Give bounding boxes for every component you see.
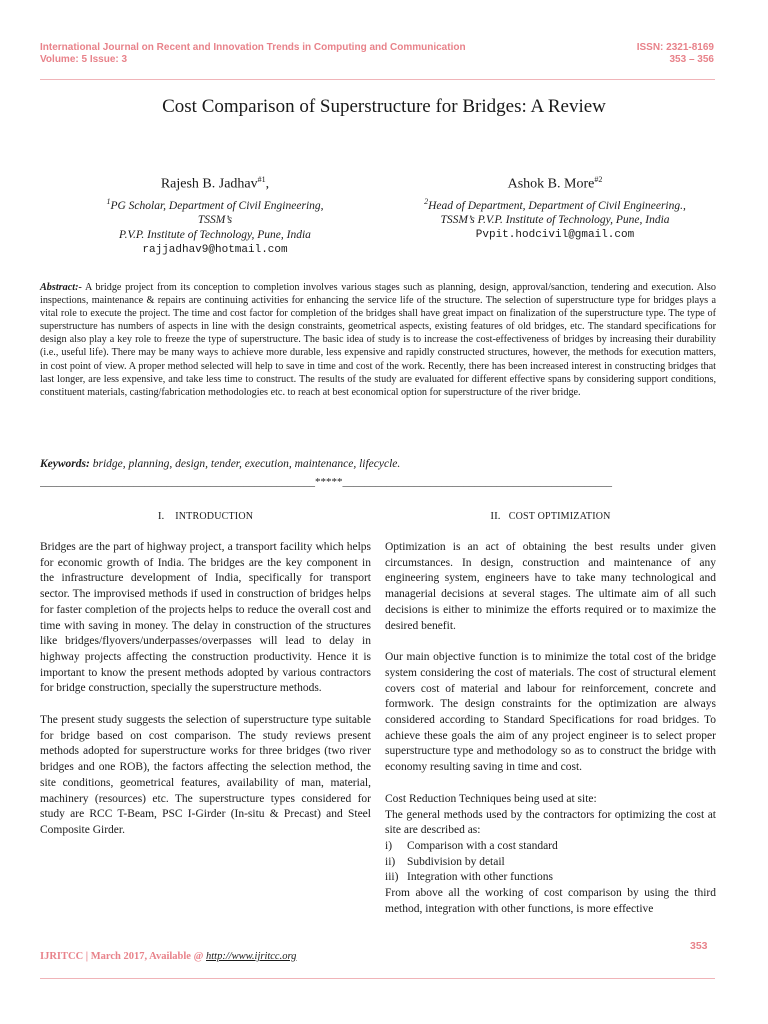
right-column [385, 540, 716, 917]
closing-paragraph: From above all the working of cost comparison by using the third method, integration with other functions, is more effective [385, 887, 716, 915]
list-item: ii) Subdivision by detail [385, 855, 505, 868]
paragraph: Our main objective function is to minimize the total cost of the bridge system considering the cost of materials. The cost of structural element covers cost of material and labour for reinforcement, concrete and formwork. The design constraints for the optimization are always considered according to Standard Specifications for road bridges. To achieve these goals the aim of any project engineer is to select proper superstructure type and methodology so as to construct the bridge with economy resulting saving in time and cost. [385, 651, 716, 774]
journal-url-link[interactable]: http://www.ijritcc.org [206, 951, 297, 962]
running-header-left [40, 42, 466, 66]
abstract-text: A bridge project from its conception to completion involves various stages such as planning, design, approval/sanction, tendering and execution. Also inspections, maintenance & repairs are continuing activities for enhancing the service life of the structure. The selection of superstructure type for bridges plays a vital role to execute the project. The time and cost factor for completion of the bridges shall have great impact on finalization of the superstructure type. The type of superstructure has numbers of aspects in line with the design constraints, geometrical aspects, existing features of old bridges, etc. The standard specifications for design also play a key role to freeze the type of superstructure. The basic idea of study is to increase the cost-effectiveness of bridges by increasing their durability (i.e., useful life). There may be many ways to achieve more durable, less expensive and rapidly constructed structures, however, the methods for execution matters, in cost point of view. A proper method selected will help to save in time and cost of the work. Recently, there has been increased interest in constructing bridges that last longer, are less expensive, and take less time to construct. The results of the study are evaluated for different effective spans by considering support conditions, constituent materials, casting/fabrication methodologies etc. to reach at best economical option for superstructure of the river bridge. [40, 282, 716, 398]
keywords-text: bridge, planning, design, tender, execution, maintenance, lifecycle. [92, 458, 401, 470]
page-number: 353 [690, 940, 708, 952]
list-item: i) Comparison with a cost standard [385, 839, 558, 852]
author-block-2 [400, 172, 710, 243]
paragraph: The present study suggests the selection of superstructure type suitable for bridge based on cost comparison. The study reviews present methods adopted for superstructure works for three bridges (two river bridges and one ROB), the factors affecting the selection method, the site conditions, geometrical features, availability of man, material, machinery (resources) etc. The superstructure types considered for study are RCC T-Beam, PSC I-Girder (In-situ & Precast) and Steel Composite Girder. [40, 714, 371, 836]
abstract-label: Abstract:- [40, 282, 82, 293]
footer [40, 951, 296, 962]
author-institute: TSSM’s P.V.P. Institute of Technology, Pune, India [440, 214, 670, 227]
running-header-right [637, 42, 714, 66]
author-affiliation: $^1$PG Scholar, Department of Civil Engineering, TSSM’s [106, 196, 324, 227]
author-affiliation: $^2$Head of Department, Department of Civil Engineering., [424, 196, 686, 212]
author-name: Ashok B. More$^{\#2}$ [507, 175, 603, 192]
author-email: rajjadhav9@hotmail.com [142, 244, 288, 257]
keywords [40, 458, 716, 470]
techniques-heading: Cost Reduction Techniques being used at site: [385, 792, 597, 805]
issn: ISSN: 2321-8169 [636, 42, 714, 53]
left-column [40, 540, 371, 855]
section-heading-introduction: I. INTRODUCTION [157, 510, 254, 522]
author-email: Pvpit.hodcivil@gmail.com [475, 229, 635, 242]
section-divider: __________________________________________________*****_________________________________________________ [40, 476, 612, 488]
keywords-label: Keywords: [40, 458, 90, 470]
journal-name: International Journal on Recent and Innovation Trends in Computing and Communication [40, 42, 466, 53]
paragraph: Bridges are the part of highway project, a transport facility which helps for economic growth of India. The bridges are the key component in the infrastructure development of India, specifically for transport sector. The improvised methods if used in construction of bridges helps for faster completion of the projects helps to reduce the overall cost and time with saving in money. The delay in construction of the structures like bridges/flyovers/underpasses/overpasses will lead to delay in highway projects affecting the construction productivity. Hence it is important to know the present methods adopted by various contractors for bridge construction, specially the superstructure methods. [40, 541, 371, 695]
footer-rule [40, 978, 715, 979]
page-range: 353 – 356 [669, 54, 714, 65]
section-heading-cost-optimization: II. COST OPTIMIZATION [490, 510, 611, 522]
header-rule [40, 79, 715, 80]
paragraph: Optimization is an act of obtaining the best results under given circumstances. In design, construction and maintenance of any engineering system, engineers have to take many technological and managerial decisions at several stages. The ultimate aim of all such decisions is either to minimize the efforts required or to maximize the desired benefit. [385, 541, 716, 632]
author-name: Rajesh B. Jadhav$^{\#1}$, [160, 175, 270, 192]
paper-title: Cost Comparison of Superstructure for Bridges: A Review [162, 96, 606, 117]
author-block-1 [95, 172, 335, 258]
techniques-intro: The general methods used by the contractors for optimizing the cost at site are described as: [385, 808, 716, 837]
list-item: iii) Integration with other functions [385, 871, 553, 884]
author-institute: P.V.P. Institute of Technology, Pune, India [119, 229, 311, 242]
footer-text: IJRITCC | March 2017, Available @ [40, 951, 206, 962]
abstract [40, 281, 716, 399]
volume-issue: Volume: 5 Issue: 3 [40, 54, 128, 65]
